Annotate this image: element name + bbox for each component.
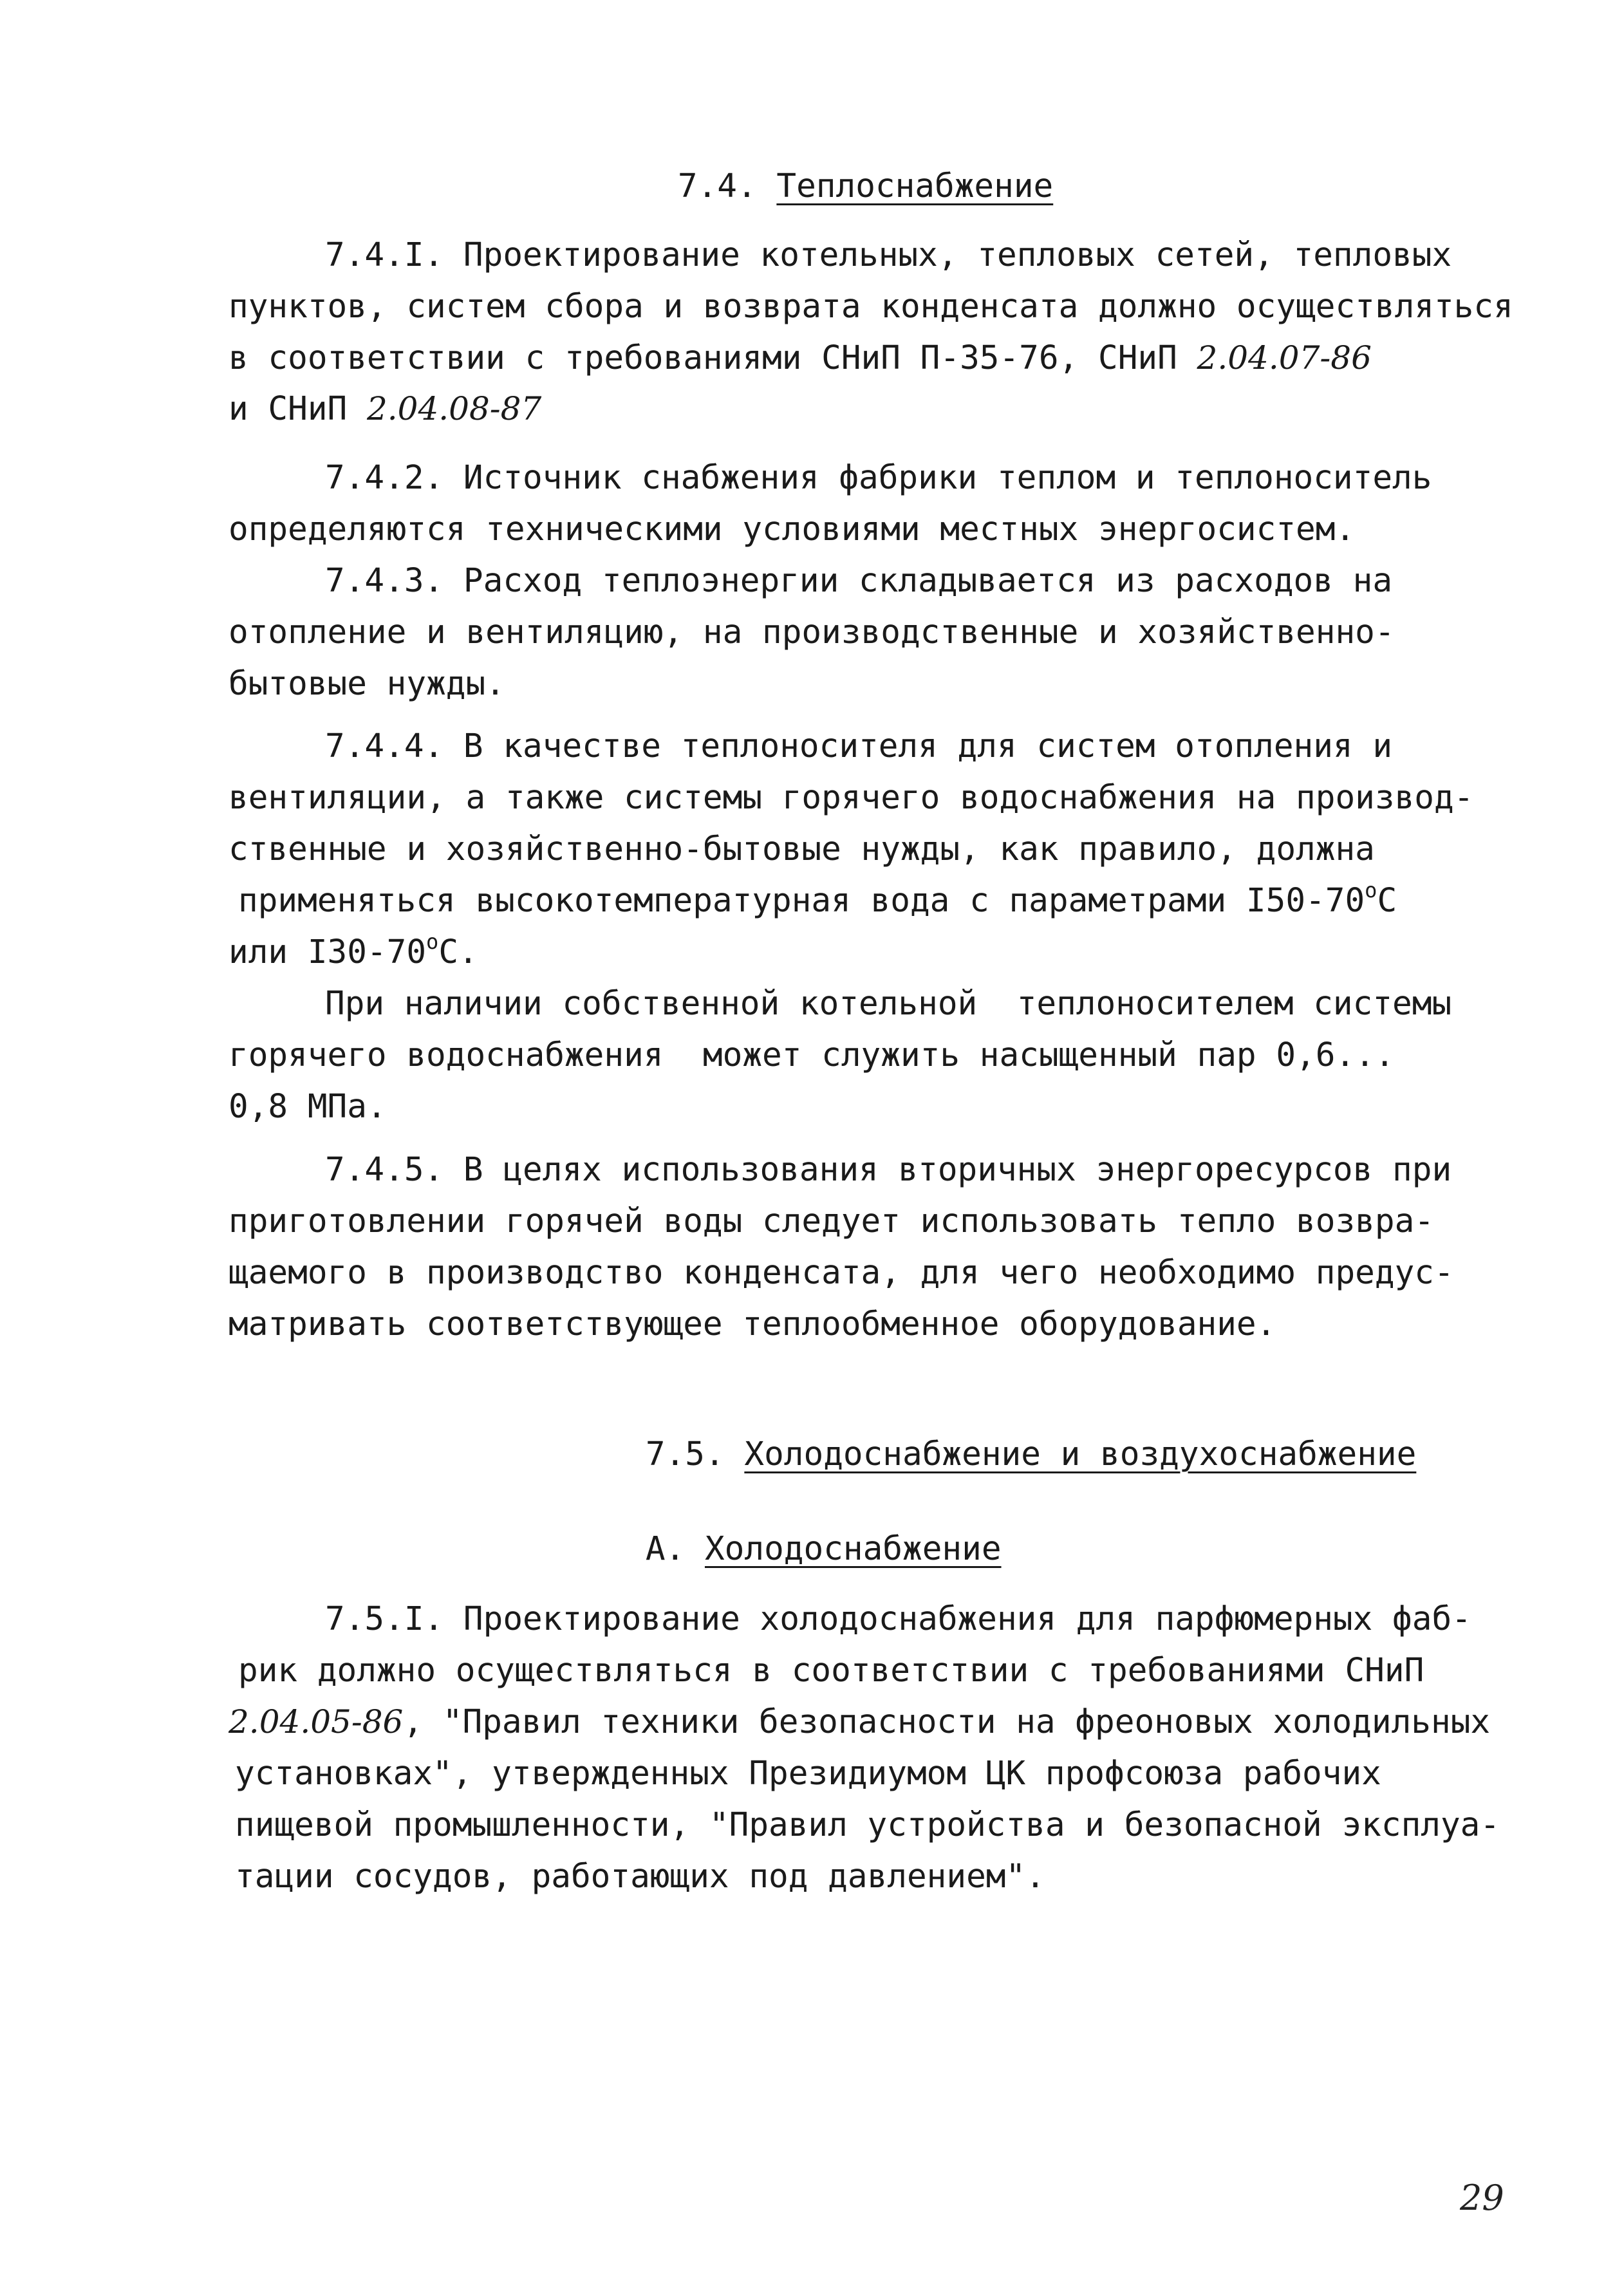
paragraph-7-4-1-line: и СНиП 2.04.08-87	[229, 390, 542, 428]
section-number: 7.4.	[677, 167, 757, 205]
paragraph-7-4-3-line: бытовые нужды.	[229, 665, 505, 703]
paragraph-7-4-4-line: вентиляции, а также системы горячего водоснабжения на производ-	[229, 779, 1474, 817]
paragraph-7-4-4-line: или $I30-70^оС$.	[229, 929, 478, 971]
paragraph-7-4-5-line: 7.4.5. В целях использования вторичных энергоресурсов при	[325, 1151, 1452, 1189]
paragraph-7-4-1-line: 7.4.I. Проектирование котельных, тепловых сетей, тепловых	[325, 236, 1452, 274]
paragraph-7-5-1-line: установках", утвержденных Президиумом ЦК профсоюза рабочих	[235, 1755, 1381, 1793]
paragraph-7-4-4b-line: 0,8 МПа.	[229, 1088, 387, 1126]
paragraph-7-4-3-line: отопление и вентиляцию, на производственные и хозяйственно-	[229, 613, 1395, 651]
handwritten-norm: 2.04.05-86	[229, 1703, 404, 1741]
section-heading-7-4	[599, 137, 1054, 205]
subsection-letter: А.	[645, 1530, 686, 1568]
subsection-heading-a	[566, 1500, 1002, 1568]
paragraph-7-4-4-line: применяться высокотемпературная вода с параметрами $I50-70^оС$	[238, 878, 1397, 920]
page-number: 29	[1460, 2178, 1504, 2218]
section-title: Теплоснабжение	[776, 167, 1054, 205]
paragraph-7-4-4-line: 7.4.4. В качестве теплоносителя для систем отопления и	[325, 727, 1393, 765]
paragraph-7-4-5-line: щаемого в производство конденсата, для чего необходимо предус-	[229, 1254, 1454, 1292]
paragraph-7-4-4b-line: горячего водоснабжения может служить насыщенный пар 0,6...	[229, 1036, 1395, 1074]
paragraph-7-4-2-line: определяются техническими условиями местных энергосистем.	[229, 510, 1356, 548]
paragraph-7-4-5-line: приготовлении горячей воды следует использовать тепло возвра-	[229, 1202, 1434, 1240]
subsection-title: Холодоснабжение	[704, 1530, 1002, 1568]
section-heading-7-5	[566, 1405, 1417, 1473]
paragraph-7-4-4-line: ственные и хозяйственно-бытовые нужды, как правило, должна	[229, 830, 1375, 868]
section-title: Холодоснабжение и воздухоснабжение	[744, 1435, 1417, 1473]
paragraph-7-5-1-line: тации сосудов, работающих под давлением".	[235, 1858, 1045, 1896]
handwritten-norm: 2.04.07-86	[1197, 339, 1372, 377]
paragraph-7-4-5-line: матривать соответствующее теплообменное оборудование.	[229, 1305, 1276, 1343]
paragraph-7-5-1-line: 7.5.I. Проектирование холодоснабжения для парфюмерных фаб-	[325, 1600, 1471, 1638]
paragraph-7-4-1-line: в соответствии с требованиями СНиП П-35-76, СНиП 2.04.07-86	[229, 339, 1372, 377]
paragraph-7-4-1-line: пунктов, систем сбора и возврата конденсата должно осуществляться	[229, 288, 1513, 326]
paragraph-7-5-1-line: рик должно осуществляться в соответствии с требованиями СНиП	[238, 1652, 1424, 1690]
paragraph-7-5-1-line: 2.04.05-86, "Правил техники безопасности на фреоновых холодильных	[229, 1703, 1491, 1741]
paragraph-7-4-2-line: 7.4.2. Источник снабжения фабрики теплом и теплоноситель	[325, 459, 1432, 497]
paragraph-7-4-4b-line: При наличии собственной котельной теплоносителем системы	[325, 985, 1452, 1023]
paragraph-7-4-3-line: 7.4.3. Расход теплоэнергии складывается из расходов на	[325, 562, 1393, 600]
paragraph-7-5-1-line: пищевой промышленности, "Правил устройства и безопасной эксплуа-	[235, 1806, 1500, 1844]
handwritten-norm: 2.04.08-87	[366, 390, 542, 427]
section-number: 7.5.	[645, 1435, 725, 1473]
